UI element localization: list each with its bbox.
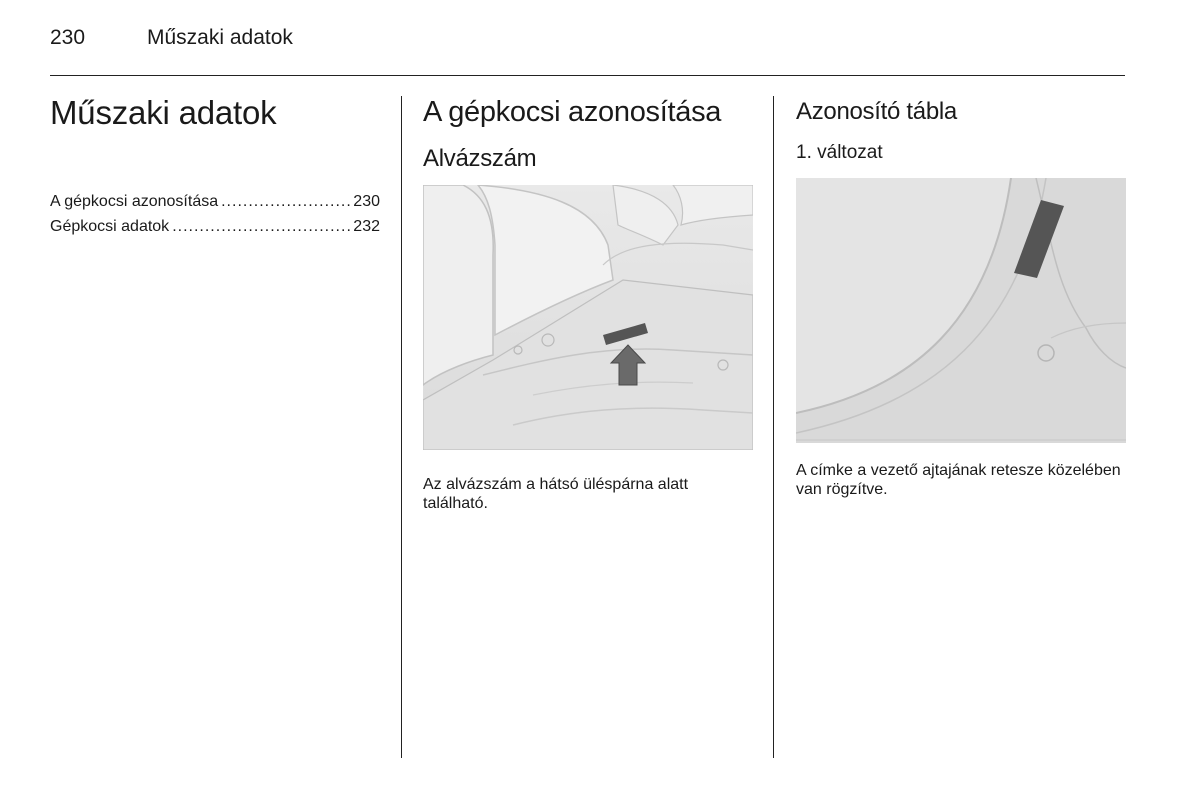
vin-description: Az alvázszám a hátsó üléspárna alatt található. <box>423 476 689 512</box>
plate-description: A címke a vezető ajtajának retesze közelében van rögzítve. <box>796 462 1121 498</box>
toc-entry-label: A gépkocsi azonosítása <box>50 193 219 210</box>
toc-entry-page: 232 <box>353 218 380 235</box>
chapter-title: Műszaki adatok <box>50 94 277 131</box>
page-number: 230 <box>50 26 86 49</box>
toc-leader-dots <box>218 189 353 214</box>
toc-entry-label: Gépkocsi adatok <box>50 218 170 235</box>
vin-location-illustration <box>423 185 753 450</box>
header-divider <box>50 75 1125 76</box>
id-plate-illustration <box>796 178 1126 443</box>
table-of-contents <box>50 189 380 239</box>
toc-leader-dots <box>169 214 353 239</box>
toc-entry[interactable] <box>50 214 380 239</box>
page-header <box>50 26 293 56</box>
middle-column <box>423 90 753 529</box>
left-column <box>50 90 380 239</box>
running-title: Műszaki adatok <box>147 26 293 49</box>
subsection-title: Alvázszám <box>423 145 537 172</box>
toc-entry[interactable] <box>50 189 380 214</box>
section-title: A gépkocsi azonosítása <box>423 96 722 128</box>
variant-title: 1. változat <box>796 142 883 163</box>
section-title: Azonosító tábla <box>796 98 957 125</box>
right-column <box>796 90 1126 515</box>
column-divider-1 <box>401 96 402 758</box>
toc-entry-page: 230 <box>353 193 380 210</box>
column-divider-2 <box>773 96 774 758</box>
